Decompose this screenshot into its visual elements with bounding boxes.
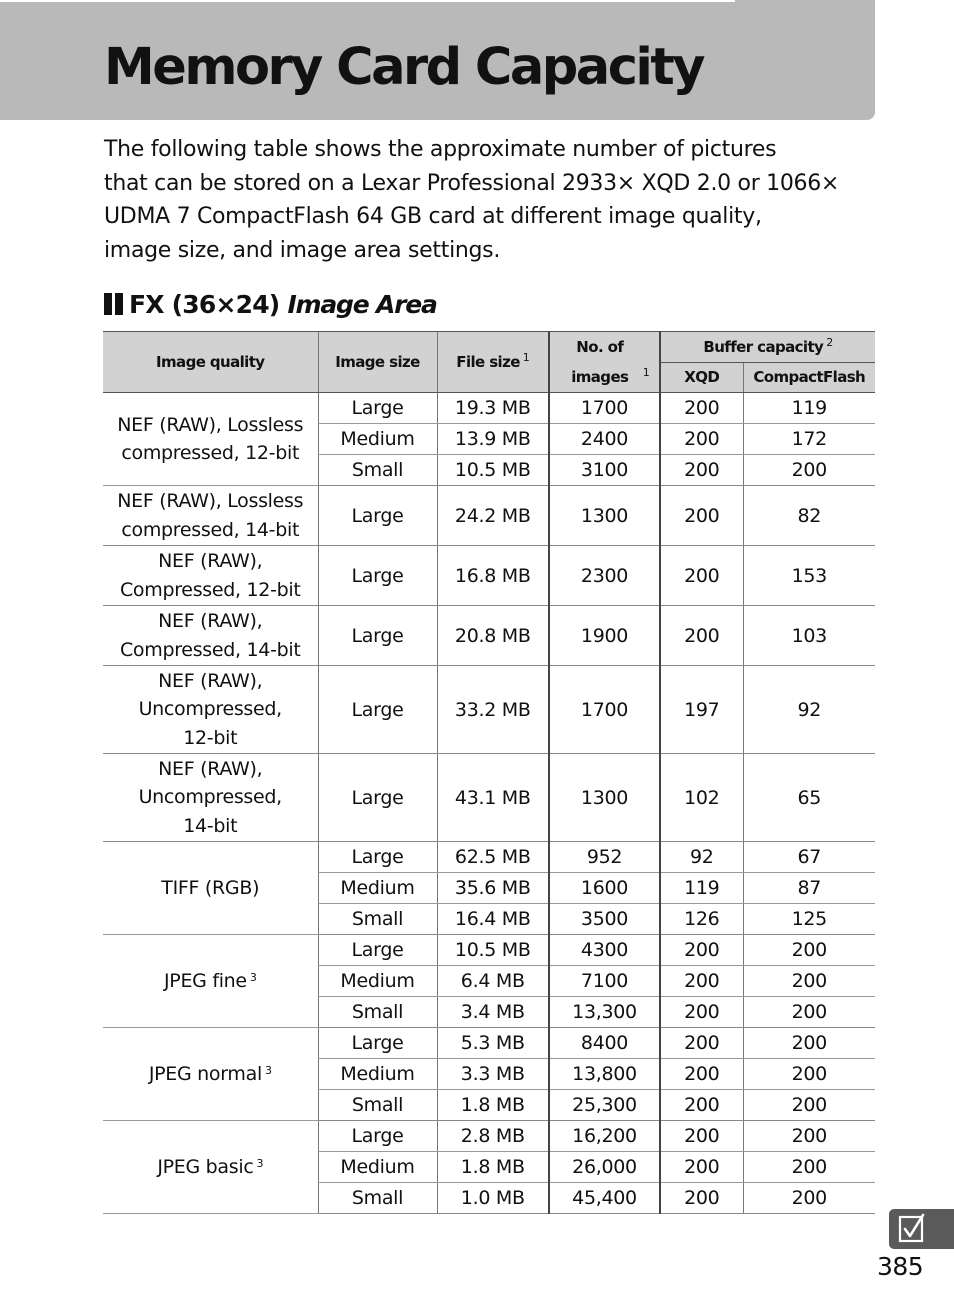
table-row (103, 842, 875, 873)
cell-image-size: Large (318, 486, 437, 546)
cell-image-size: Small (318, 1183, 437, 1214)
cell-buffer-xqd: 119 (660, 873, 743, 904)
cell-file-size: 13.9 MB (437, 424, 549, 455)
cell-buffer-xqd: 200 (660, 486, 743, 546)
header-image-quality: Image quality (103, 332, 318, 393)
cell-buffer-compactflash: 200 (743, 1028, 875, 1059)
cell-file-size: 1.8 MB (437, 1152, 549, 1183)
cell-buffer-compactflash: 200 (743, 1059, 875, 1090)
cell-buffer-xqd: 200 (660, 935, 743, 966)
cell-file-size: 6.4 MB (437, 966, 549, 997)
cell-image-quality (103, 546, 318, 606)
section-bars-icon (104, 293, 123, 315)
cell-buffer-compactflash: 200 (743, 1121, 875, 1152)
cell-file-size: 10.5 MB (437, 455, 549, 486)
cell-buffer-compactflash: 200 (743, 1152, 875, 1183)
cell-file-size: 16.8 MB (437, 546, 549, 606)
page-number: 385 (877, 1252, 924, 1281)
cell-buffer-compactflash: 125 (743, 904, 875, 935)
intro-line: image size, and image area settings. (104, 237, 501, 263)
cell-image-size: Large (318, 606, 437, 666)
cell-buffer-xqd: 200 (660, 424, 743, 455)
cell-image-size: Large (318, 546, 437, 606)
header-image-size: Image size (318, 332, 437, 393)
cell-num-images: 2400 (549, 424, 660, 455)
cell-file-size: 43.1 MB (437, 754, 549, 842)
table-row (103, 1121, 875, 1152)
image-quality-label: NEF (RAW), Uncompressed, 12-bit (138, 669, 282, 749)
cell-buffer-compactflash: 200 (743, 1183, 875, 1214)
cell-buffer-compactflash: 65 (743, 754, 875, 842)
cell-file-size: 20.8 MB (437, 606, 549, 666)
image-quality-label: NEF (RAW), Compressed, 12-bit (119, 550, 301, 601)
cell-buffer-compactflash: 87 (743, 873, 875, 904)
cell-buffer-xqd: 92 (660, 842, 743, 873)
cell-buffer-xqd: 197 (660, 666, 743, 754)
cell-buffer-xqd: 200 (660, 546, 743, 606)
cell-image-quality (103, 666, 318, 754)
cell-image-quality (103, 393, 318, 486)
cell-buffer-compactflash: 200 (743, 997, 875, 1028)
cell-num-images: 1300 (549, 754, 660, 842)
cell-num-images: 3100 (549, 455, 660, 486)
cell-image-quality (103, 842, 318, 935)
cell-num-images: 1900 (549, 606, 660, 666)
cell-file-size: 10.5 MB (437, 935, 549, 966)
cell-file-size: 19.3 MB (437, 393, 549, 424)
cell-file-size: 35.6 MB (437, 873, 549, 904)
cell-num-images: 1700 (549, 666, 660, 754)
cell-num-images: 3500 (549, 904, 660, 935)
cell-file-size: 62.5 MB (437, 842, 549, 873)
cell-image-size: Small (318, 997, 437, 1028)
cell-num-images: 7100 (549, 966, 660, 997)
cell-buffer-compactflash: 172 (743, 424, 875, 455)
cell-image-size: Large (318, 393, 437, 424)
cell-file-size: 3.3 MB (437, 1059, 549, 1090)
table-row (103, 754, 875, 842)
image-quality-label: NEF (RAW), Lossless compressed, 12-bit (117, 413, 304, 464)
cell-file-size: 1.8 MB (437, 1090, 549, 1121)
cell-image-quality (103, 754, 318, 842)
header-file-size: File size $^1$ (437, 332, 549, 393)
header-compactflash: CompactFlash (743, 363, 875, 393)
footnote-marker: 1 (522, 351, 530, 364)
footnote-marker: 3 (256, 1156, 264, 1170)
intro-line: The following table shows the approximate number of pictures (104, 137, 777, 162)
cell-buffer-xqd: 200 (660, 1121, 743, 1152)
cell-num-images: 26,000 (549, 1152, 660, 1183)
cell-buffer-compactflash: 200 (743, 1090, 875, 1121)
cell-num-images: 16,200 (549, 1121, 660, 1152)
table-row (103, 486, 875, 546)
intro-line: UDMA 7 CompactFlash 64 GB card at different image quality, (104, 204, 762, 229)
intro-paragraph (104, 133, 879, 267)
cell-image-size: Large (318, 754, 437, 842)
cell-image-quality (103, 935, 318, 1028)
footnote-marker: 3 (249, 970, 257, 984)
image-quality-label: JPEG fine (163, 969, 247, 992)
cell-num-images: 1700 (549, 393, 660, 424)
header-num-images: No. of images $^1$ (549, 332, 660, 393)
footnote-marker: 2 (826, 336, 833, 349)
cell-buffer-compactflash: 92 (743, 666, 875, 754)
cell-num-images: 2300 (549, 546, 660, 606)
cell-buffer-xqd: 200 (660, 1059, 743, 1090)
cell-num-images: 1600 (549, 873, 660, 904)
title-band-top-line (0, 0, 735, 2)
header-xqd: XQD (660, 363, 743, 393)
cell-image-size: Large (318, 935, 437, 966)
cell-num-images: 952 (549, 842, 660, 873)
cell-file-size: 33.2 MB (437, 666, 549, 754)
cell-image-size: Medium (318, 966, 437, 997)
cell-buffer-xqd: 200 (660, 1152, 743, 1183)
page-title: Memory Card Capacity (104, 38, 704, 97)
section-label-italic: Image Area (287, 289, 437, 319)
table-row (103, 393, 875, 424)
image-quality-label: NEF (RAW), Compressed, 14-bit (119, 610, 301, 661)
cell-image-size: Medium (318, 1152, 437, 1183)
cell-image-size: Large (318, 842, 437, 873)
cell-buffer-compactflash: 153 (743, 546, 875, 606)
cell-buffer-xqd: 200 (660, 606, 743, 666)
cell-buffer-compactflash: 67 (743, 842, 875, 873)
cell-file-size: 1.0 MB (437, 1183, 549, 1214)
cell-buffer-xqd: 200 (660, 1090, 743, 1121)
cell-buffer-xqd: 200 (660, 393, 743, 424)
table-row (103, 666, 875, 754)
cell-image-size: Small (318, 904, 437, 935)
section-heading (104, 286, 437, 322)
image-quality-label: NEF (RAW), Lossless compressed, 14-bit (117, 490, 304, 541)
cell-image-size: Medium (318, 873, 437, 904)
cell-image-size: Small (318, 1090, 437, 1121)
cell-image-quality (103, 1121, 318, 1214)
table-row (103, 1028, 875, 1059)
cell-num-images: 25,300 (549, 1090, 660, 1121)
cell-buffer-xqd: 200 (660, 997, 743, 1028)
image-quality-label: JPEG basic (157, 1155, 254, 1178)
cell-buffer-compactflash: 200 (743, 935, 875, 966)
cell-buffer-xqd: 126 (660, 904, 743, 935)
cell-buffer-compactflash: 103 (743, 606, 875, 666)
table-row (103, 606, 875, 666)
cell-buffer-compactflash: 200 (743, 455, 875, 486)
image-quality-label: TIFF (RGB) (161, 876, 260, 899)
cell-num-images: 4300 (549, 935, 660, 966)
cell-image-size: Medium (318, 424, 437, 455)
header-buffer-capacity: Buffer capacity $^2$ (660, 332, 875, 363)
cell-image-size: Large (318, 1121, 437, 1152)
table-row (103, 935, 875, 966)
cell-num-images: 45,400 (549, 1183, 660, 1214)
cell-image-size: Small (318, 455, 437, 486)
cell-buffer-compactflash: 119 (743, 393, 875, 424)
cell-file-size: 2.8 MB (437, 1121, 549, 1152)
cell-buffer-xqd: 200 (660, 1028, 743, 1059)
cell-buffer-xqd: 200 (660, 966, 743, 997)
cell-image-quality (103, 606, 318, 666)
cell-num-images: 13,300 (549, 997, 660, 1028)
image-quality-label: JPEG normal (148, 1062, 262, 1085)
cell-file-size: 3.4 MB (437, 997, 549, 1028)
cell-buffer-xqd: 102 (660, 754, 743, 842)
image-quality-label: NEF (RAW), Uncompressed, 14-bit (138, 757, 282, 837)
cell-num-images: 13,800 (549, 1059, 660, 1090)
cell-image-quality (103, 1028, 318, 1121)
cell-image-size: Large (318, 1028, 437, 1059)
cell-buffer-compactflash: 200 (743, 966, 875, 997)
cell-buffer-xqd: 200 (660, 1183, 743, 1214)
section-label: FX (36×24) (129, 289, 280, 319)
cell-image-quality (103, 486, 318, 546)
footnote-marker: 3 (264, 1063, 272, 1077)
capacity-table (103, 331, 875, 1214)
intro-line: that can be stored on a Lexar Professional 2933× XQD 2.0 or 1066× (104, 170, 840, 196)
cell-file-size: 24.2 MB (437, 486, 549, 546)
table-row (103, 546, 875, 606)
cell-buffer-xqd: 200 (660, 455, 743, 486)
cell-image-size: Large (318, 666, 437, 754)
cell-file-size: 16.4 MB (437, 904, 549, 935)
cell-buffer-compactflash: 82 (743, 486, 875, 546)
table-body (103, 393, 875, 1214)
cell-num-images: 1300 (549, 486, 660, 546)
cell-file-size: 5.3 MB (437, 1028, 549, 1059)
cell-num-images: 8400 (549, 1028, 660, 1059)
pen-checkmark-icon (889, 1209, 954, 1249)
footnote-marker: 1 (642, 366, 650, 379)
cell-image-size: Medium (318, 1059, 437, 1090)
